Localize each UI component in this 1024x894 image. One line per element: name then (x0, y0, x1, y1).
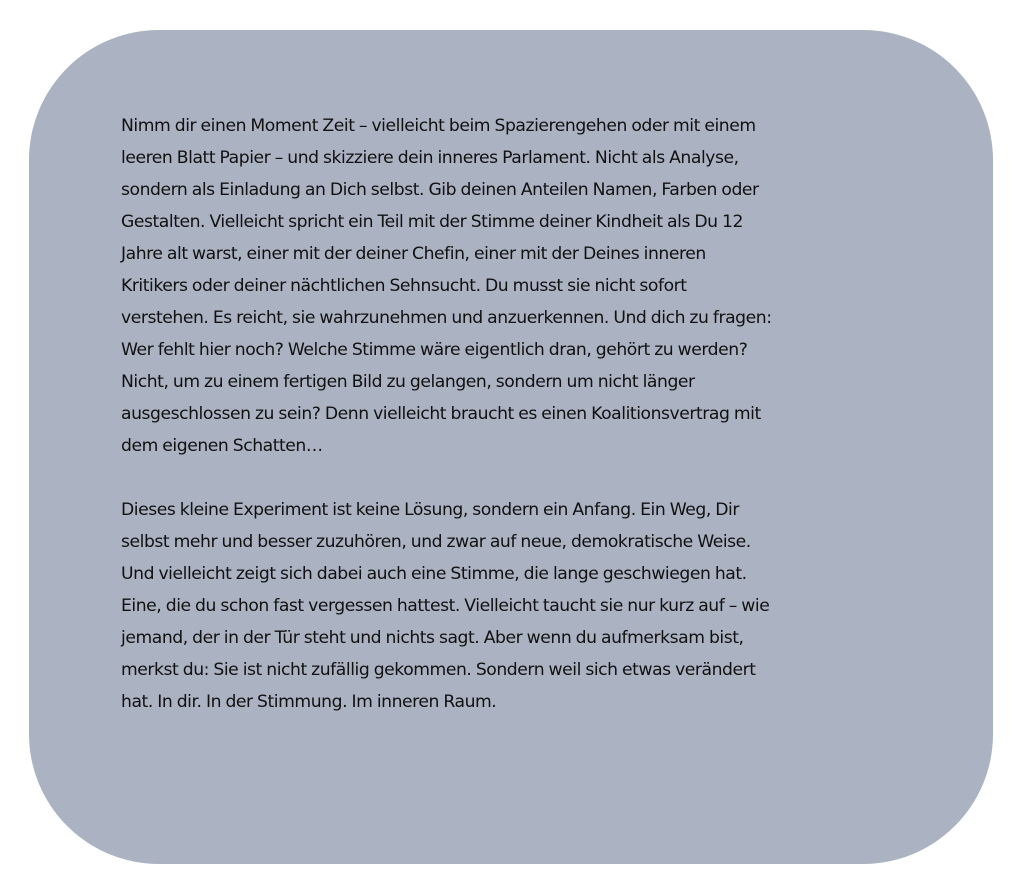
text-line: ausgeschlossen zu sein? Denn vielleicht braucht es einen Koalitionsvertrag mit (121, 404, 761, 424)
text-line: Nicht, um zu einem fertigen Bild zu gelangen, sondern um nicht länger (121, 372, 695, 392)
text-line: jemand, der in der Tür steht und nichts sagt. Aber wenn du aufmerksam bist, (121, 628, 744, 648)
text-line: Gestalten. Vielleicht spricht ein Teil mit der Stimme deiner Kindheit als Du 12 (121, 212, 743, 232)
text-line: hat. In dir. In der Stimmung. Im inneren Raum. (121, 692, 497, 712)
text-line: leeren Blatt Papier – und skizziere dein inneres Parlament. Nicht als Analyse, (121, 148, 739, 168)
text-line: Kritikers oder deiner nächtlichen Sehnsucht. Du musst sie nicht sofort (121, 276, 687, 296)
text-line: sondern als Einladung an Dich selbst. Gib deinen Anteilen Namen, Farben oder (121, 180, 759, 200)
text-line: Wer fehlt hier noch? Welche Stimme wäre eigentlich dran, gehört zu werden? (121, 340, 748, 360)
text-line: verstehen. Es reicht, sie wahrzunehmen und anzuerkennen. Und dich zu fragen: (121, 308, 772, 328)
text-line: Jahre alt warst, einer mit der deiner Chefin, einer mit der Deines inneren (121, 244, 706, 264)
paragraph-gap (121, 462, 883, 494)
text-line: Nimm dir einen Moment Zeit – vielleicht beim Spazierengehen oder mit einem (121, 116, 756, 136)
paragraph-1 (121, 110, 883, 462)
text-line: merkst du: Sie ist nicht zufällig gekommen. Sondern weil sich etwas verändert (121, 660, 756, 680)
text-line: dem eigenen Schatten… (121, 436, 323, 456)
paragraph-2 (121, 494, 883, 718)
text-line: Und vielleicht zeigt sich dabei auch eine Stimme, die lange geschwiegen hat. (121, 564, 747, 584)
text-line: Eine, die du schon fast vergessen hattest. Vielleicht taucht sie nur kurz auf – wie (121, 596, 770, 616)
text-card (29, 30, 993, 864)
text-line: selbst mehr und besser zuzuhören, und zwar auf neue, demokratische Weise. (121, 532, 751, 552)
text-line: Dieses kleine Experiment ist keine Lösung, sondern ein Anfang. Ein Weg, Dir (121, 500, 739, 520)
